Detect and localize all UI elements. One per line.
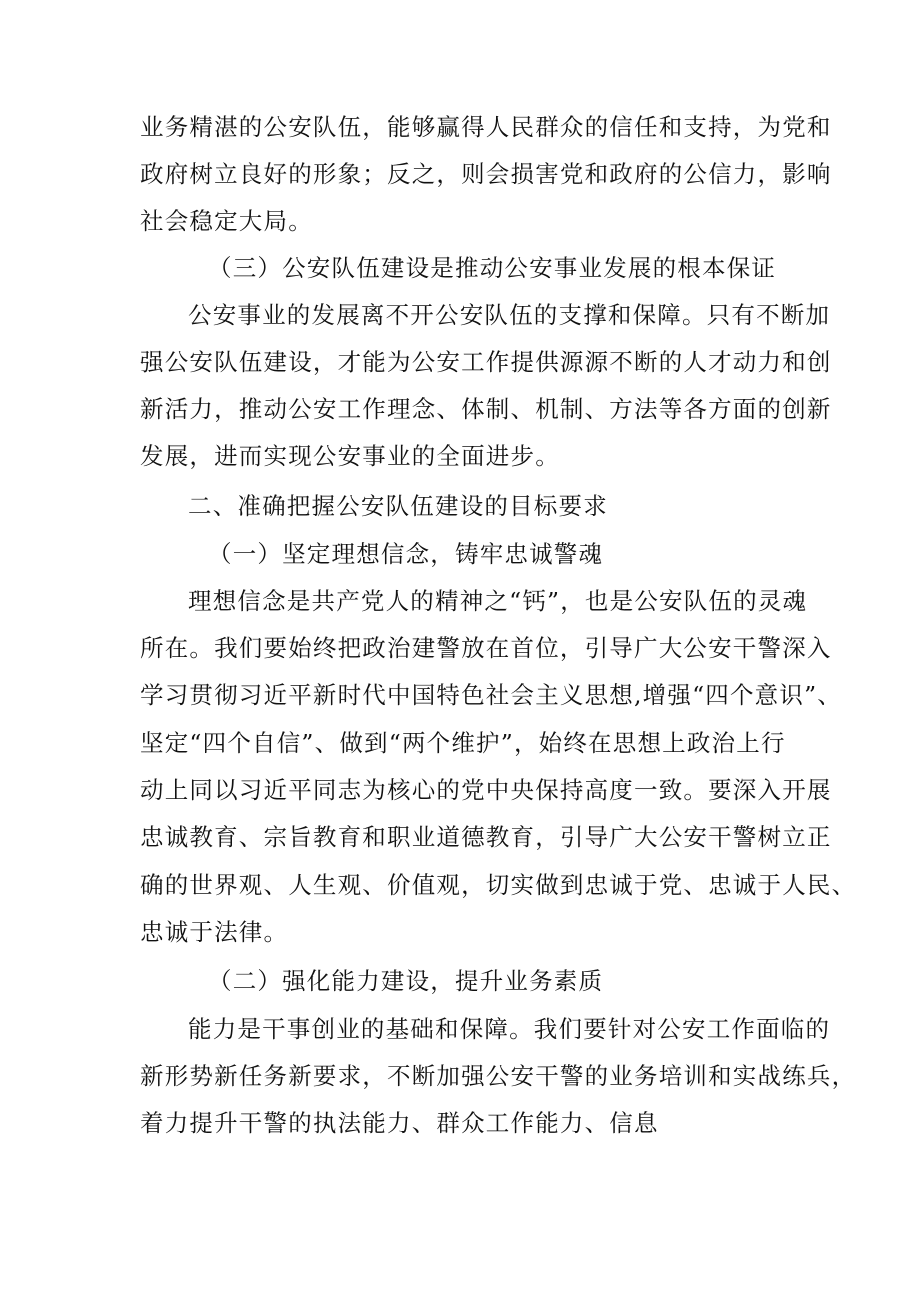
paragraph-line: 强公安队伍建设，才能为公安工作提供源源不断的人才动力和创: [140, 348, 832, 376]
paragraph-line: 着力提升干警的执法能力、群众工作能力、信息: [140, 1109, 659, 1137]
section-heading: （三）公安队伍建设是推动公安事业发展的根本保证: [208, 254, 777, 282]
paragraph-line: 所在。我们要始终把政治建警放在首位，引导广大公安干警深入: [140, 634, 832, 662]
paragraph-line: 能力是干事创业的基础和保障。我们要针对公安工作面临的: [188, 1015, 831, 1043]
paragraph-line: 动上同以习近平同志为核心的党中央保持高度一致。要深入开展: [140, 776, 832, 804]
paragraph-line: 政府树立良好的形象；反之，则会损害党和政府的公信力，影响: [140, 160, 832, 188]
paragraph-line: 发展，进而实现公安事业的全面进步。: [140, 442, 560, 470]
paragraph-line: 公安事业的发展离不开公安队伍的支撑和保障。只有不断加: [188, 301, 831, 329]
paragraph-line: 学习贯彻习近平新时代中国特色社会主义思想,增强“四个意识”、: [140, 681, 842, 709]
section-heading: （一）坚定理想信念，铸牢忠诚警魂: [208, 540, 604, 568]
paragraph-line: 忠诚教育、宗旨教育和职业道德教育，引导广大公安干警树立正: [140, 823, 832, 851]
paragraph-line: 理想信念是共产党人的精神之“钙”，也是公安队伍的灵魂: [188, 587, 808, 615]
paragraph-line: 确的世界观、人生观、价值观，切实做到忠诚于党、忠诚于人民、: [140, 871, 857, 899]
paragraph-line: 忠诚于法律。: [140, 918, 289, 946]
paragraph-line: 社会稳定大局。: [140, 207, 313, 235]
paragraph-line: 新活力，推动公安工作理念、体制、机制、方法等各方面的创新: [140, 395, 832, 423]
chapter-heading: 二、准确把握公安队伍建设的目标要求: [188, 492, 608, 520]
paragraph-line: 坚定“四个自信”、做到“两个维护”，始终在思想上政治上行: [140, 729, 786, 757]
paragraph-line: 新形势新任务新要求，不断加强公安干警的业务培训和实战练兵，: [140, 1062, 857, 1090]
paragraph-line: 业务精湛的公安队伍，能够赢得人民群众的信任和支持，为党和: [140, 113, 832, 141]
section-heading: （二）强化能力建设，提升业务素质: [208, 967, 604, 995]
